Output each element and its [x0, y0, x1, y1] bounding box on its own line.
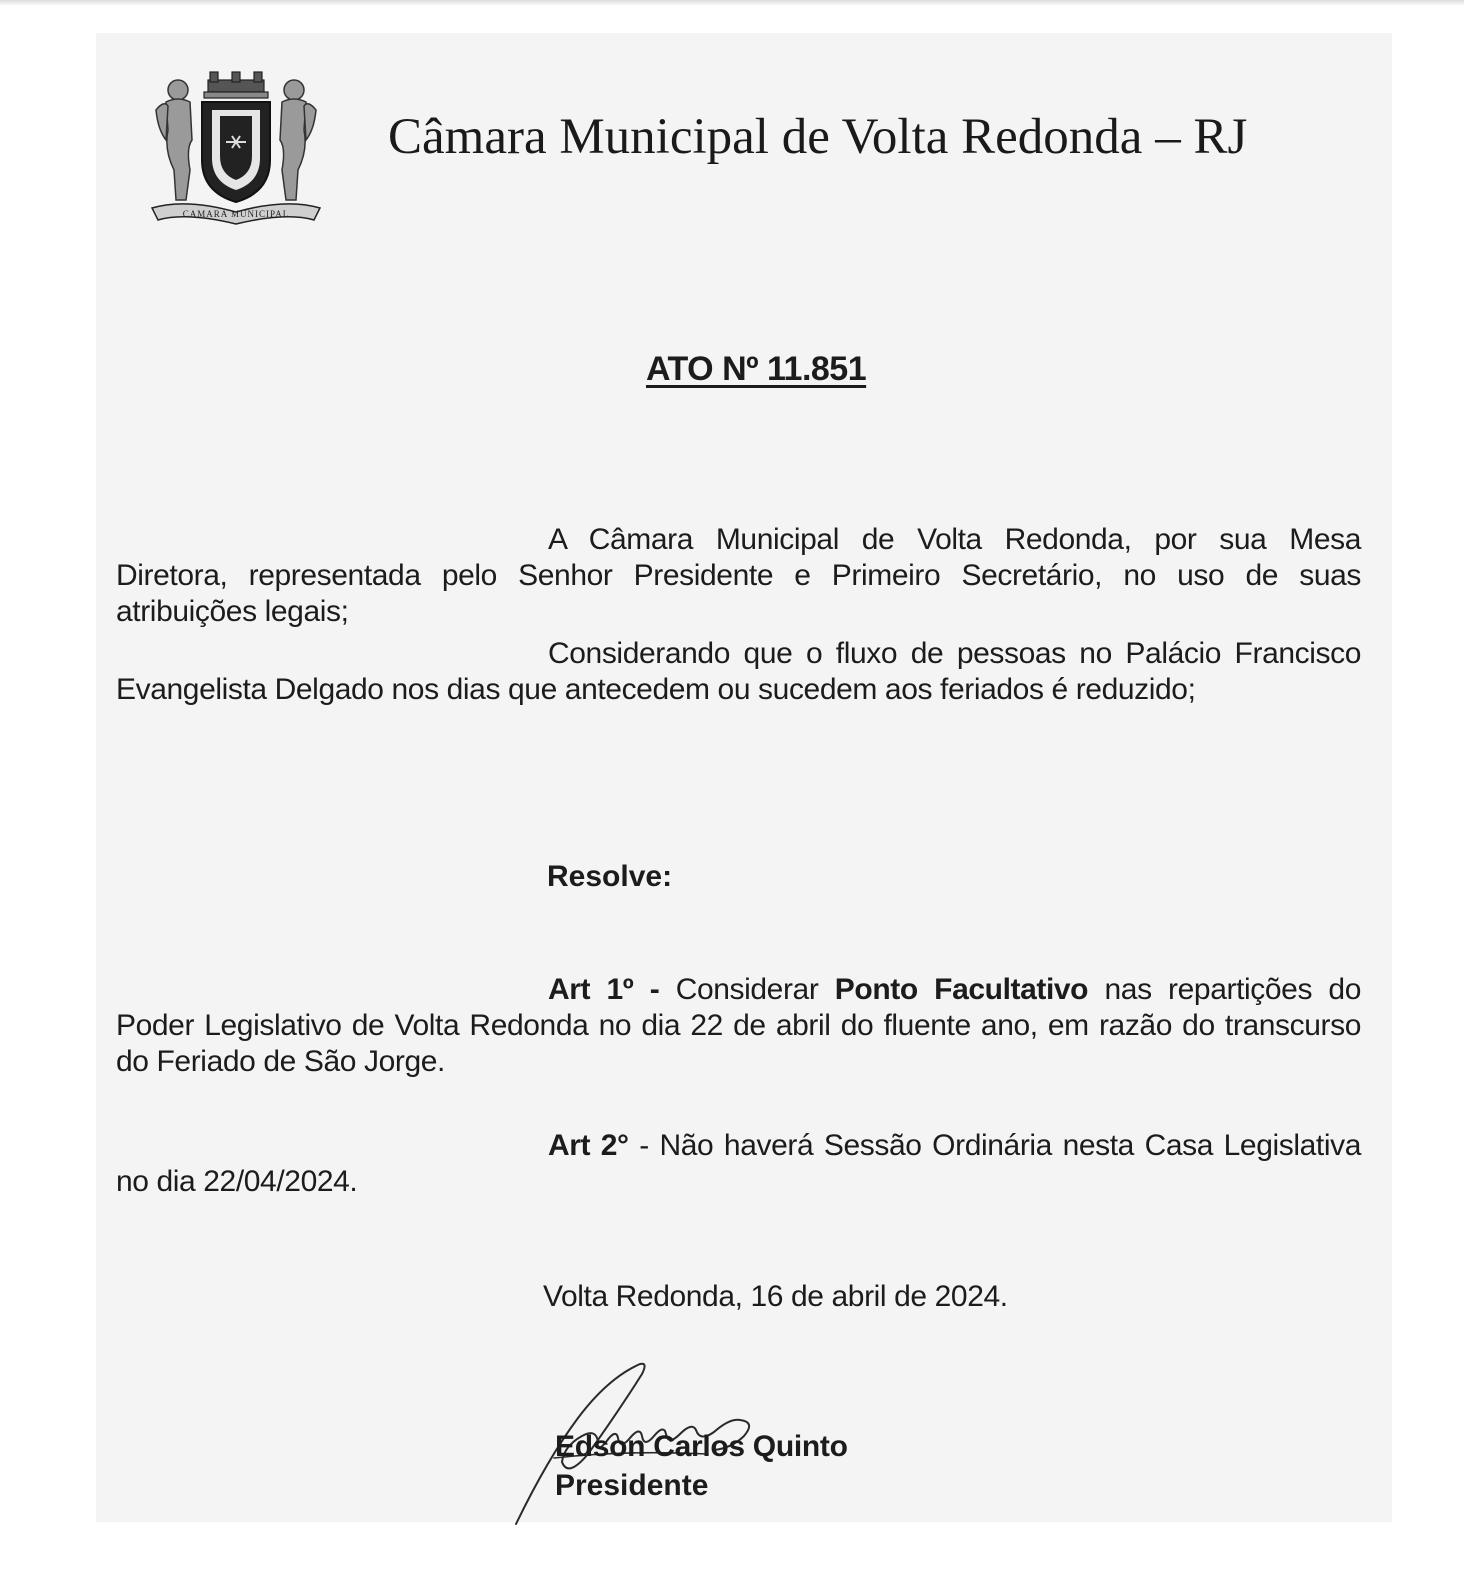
- signatory-name: Edson Carlos Quinto: [555, 1430, 848, 1463]
- considering-text: Considerando que o fluxo de pessoas no Palácio Francisco Evangelista Delgado nos dias que antecedem ou sucedem aos feriados é reduzido;: [116, 637, 1361, 706]
- article-1-text-before: Considerar: [675, 973, 819, 1006]
- preamble-text: A Câmara Municipal de Volta Redonda, por sua Mesa Diretora, representada pelo Senhor Presidente e Primeiro Secretário, no uso de suas atribuições legais;: [116, 523, 1361, 628]
- article-1-paragraph: [116, 972, 1361, 1080]
- svg-text:CAMARA MUNICIPAL: CAMARA MUNICIPAL: [182, 209, 290, 219]
- article-2-paragraph: [116, 1128, 1361, 1200]
- resolve-heading: Resolve:: [547, 860, 673, 893]
- considering-paragraph: [116, 636, 1361, 708]
- signatory-role: Presidente: [555, 1469, 709, 1502]
- article-2-text: - Não haverá Sessão Ordinária nesta Casa Legislativa no dia 22/04/2024.: [116, 1129, 1361, 1198]
- article-1-highlight: Ponto Facultativo: [834, 973, 1089, 1006]
- article-2-label: Art 2°: [548, 1129, 629, 1162]
- preamble-paragraph: [116, 522, 1361, 630]
- scan-edge: [0, 0, 1464, 6]
- institution-title: Câmara Municipal de Volta Redonda – RJ: [388, 109, 1248, 165]
- place-date: Volta Redonda, 16 de abril de 2024.: [543, 1280, 1008, 1313]
- act-number-title: ATO Nº 11.851: [646, 350, 867, 388]
- municipal-crest-icon: [146, 70, 326, 230]
- article-1-label: Art 1º -: [548, 973, 660, 1006]
- article-1-text-after: nas repartições do Poder Legislativo de Volta Redonda no dia 22 de abril do fluente ano, em razão do transcurso do Feriado de São Jorge.: [116, 973, 1361, 1078]
